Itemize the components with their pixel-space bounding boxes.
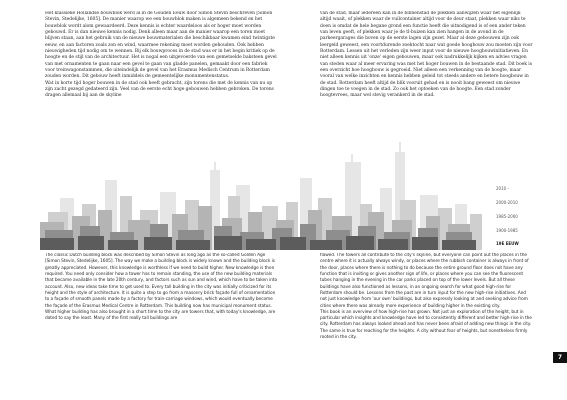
tower-spire — [399, 142, 401, 152]
building-silhouette — [442, 240, 476, 250]
legend-label: 2000-2010 — [496, 200, 518, 205]
dutch-text-left-column: Het klassieke Hollandse bouwblok werd al in de Gouden Eeuw door Simon Stevin beschreven [Simon Stevin, Stedelijke, 1605]. De manier waarop we een bouwblok maken is algemeen bekend en het bouwblok wordt alom gewaardeerd. Deze kennis is echter waardeloos als er hoger moet worden gebouwd. Er is dan nieuwe kennis nodig. Denk alleen maar aan de manier waarop een toren moet blijven staan, aan het gebruik van de nieuwe bouwmaterialen die beschikbaar kwamen eind twintigste eeuw, en aan factoren zoals zon en wind, waarmee rekening moet worden gehouden. Ook hebben nieuwigheden tijd nodig om te wennen. Bij elk bouwproces in de stad was er in het begin kritiek op de hoogte en de stijl van de architectuur. Het is nogal een uitgevoerde van een gemetselde baksteen gevel van met ornamenten te gaan naar een gevel te gaan van gladde panelen, gemaakt door een fabriek voor treinwagonstammen, die uiteindelijk de gevel van het Erasmus Medisch Centrum in Rotterdam zouden worden. Dit gebouw heeft inmiddels de gemeentelijke monumentenstatus. Wat in korte tijd hoger bouwen in de stad ook heeft gebracht, zijn torens die met de kennis van nu op zijn zacht gezegd gedateerd zijn. Veel van de eerste echt hoge gebouwen hebben gebroken. De torens dragen allemaal bij aan de skyline — [45, 11, 277, 99]
building-silhouette — [280, 237, 306, 250]
building-silhouette — [78, 236, 104, 250]
dutch-text-right-column: van de stad, maar iedereen kan in de binnenstad de plekken aanwijzen waar het eigenlijk altijd waait, of plekken waar de vuilcontainer altijd voor de deur staat, plekken waar niks te doen is omdat de hele begane grond een functie heeft die uitnodigend is of een ander teken van leven geeft, of plekken waar je de tl-buizen kan zien hangen in de avond in de parkeergarages die boven op de eerste lagen zijn gezet. Maar al deze gebouwen zijn ook leergeld geweest, een voortdurende zoektocht naar wat goede hoogbouw zou moeten zijn voor Rotterdam. Lessen uit het verleden zijn weer input voor de nieuwe hoogbouwinitiatieven. En niet alleen kennis uit 'onze' eigen gebouwen, maar ook nadrukkelijk kijken en advies vragen van steden waar al meer ervaring was met het hoger bouwen in de bestaande stad. Dit boek is een overzicht hoe hoogbouw is gegroeid. Niet alleen een verkenning van de hoogte, maar vooral van welke inzichten en kennis hebben geleid tot steeds andere en betere hoogbouw in de stad. Rotterdam heeft altijd de blik vooruit gehad en is nooit bang geweest om nieuwe dingen toe te voegen in de stad. Zo ook het optoeken van de hoogte. Een stad zonder hoogtevrees, maar wel stevig verankerd in de stad. — [320, 11, 533, 99]
english-text-left-column: The classic Dutch building block was described by Simon Stevin as long ago as the so-called Golden Age [Simon Stevin, Stedelijke, 1605]. The way we make a building block is widely known and the building block is greatly appreciated. However, this knowledge is worthless if we need to build higher. New knowledge is then required. You need only consider how a tower has to remain standing, the use of the new building materials that became available in the late 20th century, and factors such as sun and wind, which have to be taken into account. Also, new ideas take time to get used to. Every tall building in the city was initially criticized for its height and the style of architecture. It is quite a step to go from a masonry brick façade full of ornamentation to a façade of smooth panels made by a factory for train-carriage windows, which would eventually become the façade of the Erasmus Medical Centre in Rotterdam. This building now has municipal monument status. What higher building has also brought in a short time to the city are towers that, with today's knowledge, are dated to say the least. Many of the first really tall buildings are — [45, 253, 278, 322]
legend-label: 1985-2000 — [496, 214, 518, 219]
building-silhouette — [346, 236, 374, 250]
legend-label: 2010 - — [496, 186, 509, 191]
legend-label: 1900-1985 — [496, 228, 518, 233]
english-text-right-column: flawed. The towers all contribute to the city's skyline, but everyone can point out the places in the centre where it is actually always windy, or places where the rubbish container is always in front of the door, places where there is nothing to do because the entire ground floor does not have any function that is inviting or gives another sign of life, or places where you can see the fluorescent tubes hanging in the evening in the car parks placed on top of the lower levels. But all these buildings have also functioned as lessons, in an ongoing search for what good high-rise for Rotterdam should be. Lessons from the past are in turn input for the new high-rise initiatives. And not just knowledge from 'our own' buildings, but also expressly looking at and seeking advice from cities where there was already more experience of building higher in the existing city. This book is an overview of how high-rise has grown. Not just an exploration of the height, but in particular which insights and knowledge have led to consistently different and better high-rise in the city. Rotterdam has always looked ahead and has never been afraid of adding new things in the city. The same is true for reaching for the heights. A city without fear of heights, but nonetheless firmly rooted in the city. — [320, 253, 532, 341]
skyline-illustration — [0, 140, 567, 250]
page-number: 7 — [553, 352, 567, 363]
legend-label: 19E EEUW — [496, 241, 519, 246]
building-silhouette — [310, 240, 342, 250]
building-silhouette — [246, 239, 276, 250]
building-silhouette — [412, 237, 438, 250]
building-silhouette — [176, 240, 210, 250]
building-silhouette — [214, 236, 242, 250]
tower-spire — [214, 162, 216, 170]
building-silhouette — [144, 237, 172, 250]
building-silhouette — [378, 239, 408, 250]
tower-spire — [351, 154, 353, 162]
building-silhouette — [40, 238, 74, 250]
building-silhouette — [108, 240, 138, 250]
